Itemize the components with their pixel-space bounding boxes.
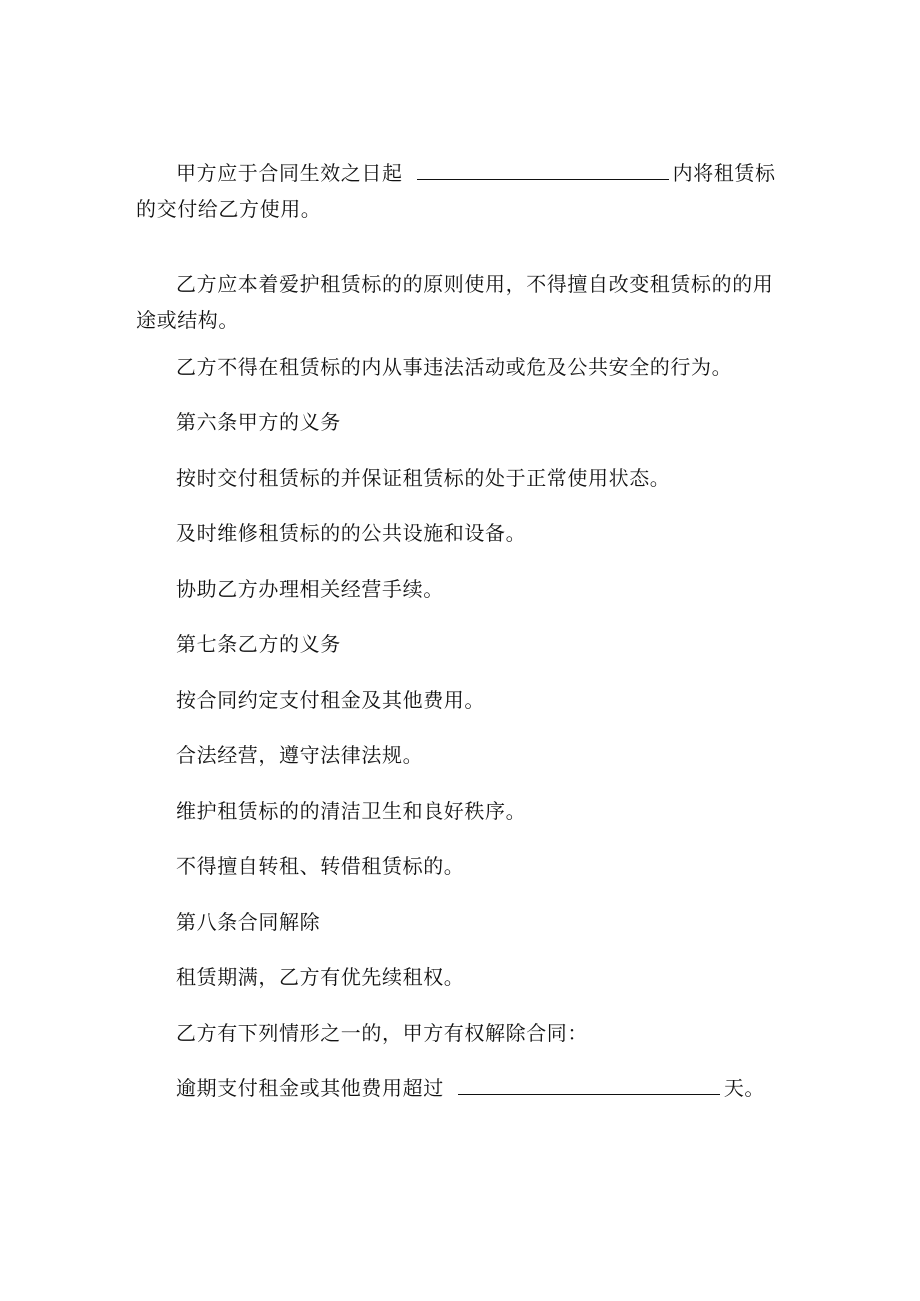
lessee-duty-legal: 合法经营，遵守法律法规。 [176,743,424,767]
termination-renewal-right: 租赁期满，乙方有优先续租权。 [176,965,465,989]
termination-overdue-payment [136,1070,784,1106]
lessee-duty-no-sublet: 不得擅自转租、转借租赁标的。 [176,854,465,878]
article-8-heading: 第八条合同解除 [176,910,321,934]
blank-fill-line [417,159,669,180]
lessor-duty-delivery: 按时交付租赁标的并保证租赁标的处于正常使用状态。 [176,466,671,490]
article-6-heading: 第六条甲方的义务 [176,410,341,434]
lessor-duty-assist: 协助乙方办理相关经营手续。 [176,577,444,601]
clause-text-end: 内将租赁标的交付给乙方使用。 [136,161,776,221]
clause-no-illegal-activity: 乙方不得在租赁标的内从事违法活动或危及公共安全的行为。 [176,355,733,379]
clause-text-start: 甲方应于合同生效之日起 [176,161,403,185]
lessee-duty-payment: 按合同约定支付租金及其他费用。 [176,688,485,712]
lessor-duty-repair: 及时维修租赁标的的公共设施和设备。 [176,521,527,545]
clause-text-end: 天。 [723,1076,766,1100]
lessee-duty-cleanliness: 维护租赁标的的清洁卫生和良好秩序。 [176,799,527,823]
clause-proper-use: 乙方应本着爱护租赁标的的原则使用，不得擅自改变租赁标的的用途或结构。 [136,272,774,332]
termination-conditions-intro: 乙方有下列情形之一的，甲方有权解除合同： [176,1021,588,1045]
clause-delivery-deadline [136,155,784,227]
blank-fill-line [458,1074,720,1095]
clause-text-start: 逾期支付租金或其他费用超过 [176,1076,444,1100]
article-7-heading: 第七条乙方的义务 [176,632,341,656]
